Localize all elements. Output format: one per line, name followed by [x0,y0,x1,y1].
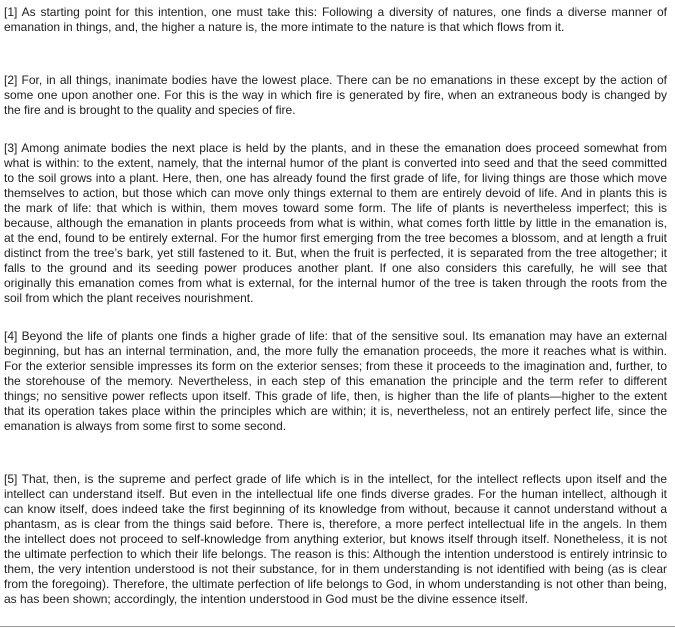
paragraph-number: [2] [4,73,18,87]
paragraph-text: For, in all things, inanimate bodies have the lowest place. There can be no emanations in these except by the action of some one upon another one. For this is the way in which fire is generated by fire, when an extraneous body is changed by the fire and is brought to the quality and species of fire. [4,73,667,117]
paragraph-text: Among animate bodies the next place is held by the plants, and in these the emanation does proceed somewhat from what is within: to the extent, namely, that the internal humor of the plant is converted into seed and that the seed committed to the soil grows into a plant. Here, then, one has already found the first grade of life, for living things are those which move themselves to action, but those which can move only things external to them are entirely devoid of life. And in plants this is the mark of life: that which is within, them moves toward some form. The life of plants is nevertheless imperfect; this is because, although the emanation in plants proceeds from what is within, what comes forth little by little in the emanation is, at the end, found to be entirely external. For the humor first emerging from the tree becomes a blossom, and at length a fruit distinct from the tree’s bark, yet still fastened to it. But, when the fruit is perfected, it is separated from the tree altogether; it falls to the ground and its seeding power produces another plant. If one also considers this carefully, he will see that originally this emanation comes from what is external, for the internal humor of the tree is taken through the roots from the soil from which the plant receives nourishment. [4,141,667,305]
paragraph-2 [4,73,667,118]
paragraph-number: [3] [4,141,18,155]
paragraph-4 [4,329,667,434]
paragraph-number: [1] [4,5,18,19]
paragraph-number: [5] [4,472,18,486]
paragraph-text: That, then, is the supreme and perfect grade of life which is in the intellect, for the intellect reflects upon itself and the intellect can understand itself. But even in the intellectual life one finds diverse grades. For the human intellect, although it can know itself, does indeed take the first beginning of its knowledge from without, because it cannot understand without a phantasm, as is clear from the things said before. There is, therefore, a more perfect intellectual life in the angels. In them the intellect does not proceed to self-knowledge from anything exterior, but knows itself through itself. Nonetheless, it is not the ultimate perfection to which their life belongs. The reason is this: Although the intention understood is entirely intrinsic to them, the very intention understood is not their substance, for in them understanding is not identified with being (as is clear from the foregoing). Therefore, the ultimate perfection of life belongs to God, in whom understanding is not other than being, as has been shown; accordingly, the intention understood in God must be the divine essence itself. [4,472,667,606]
bottom-divider [0,626,675,627]
paragraph-text: Beyond the life of plants one finds a higher grade of life: that of the sensitive soul. Its emanation may have an external beginning, but has an internal termination, and, the more fully the emanation proceeds, the more it reaches what is within. For the exterior sensible impresses its form on the exterior senses; from these it proceeds to the imagination and, further, to the storehouse of the memory. Nevertheless, in each step of this emanation the principle and the term refer to different things; no sensitive power reflects upon itself. This grade of life, then, is higher than the life of plants—higher to the extent that its operation takes place within the principles which are within; it is, nevertheless, not an entirely perfect life, since the emanation is always from some first to some second. [4,329,667,433]
paragraph-5 [4,472,667,607]
document-body [4,0,667,607]
paragraph-number: [4] [4,329,18,343]
paragraph-3 [4,141,667,306]
paragraph-1 [4,5,667,35]
paragraph-text: As starting point for this intention, one must take this: Following a diversity of natures, one finds a diverse manner of emanation in things, and, the higher a nature is, the more intimate to the nature is that which flows from it. [4,5,667,34]
